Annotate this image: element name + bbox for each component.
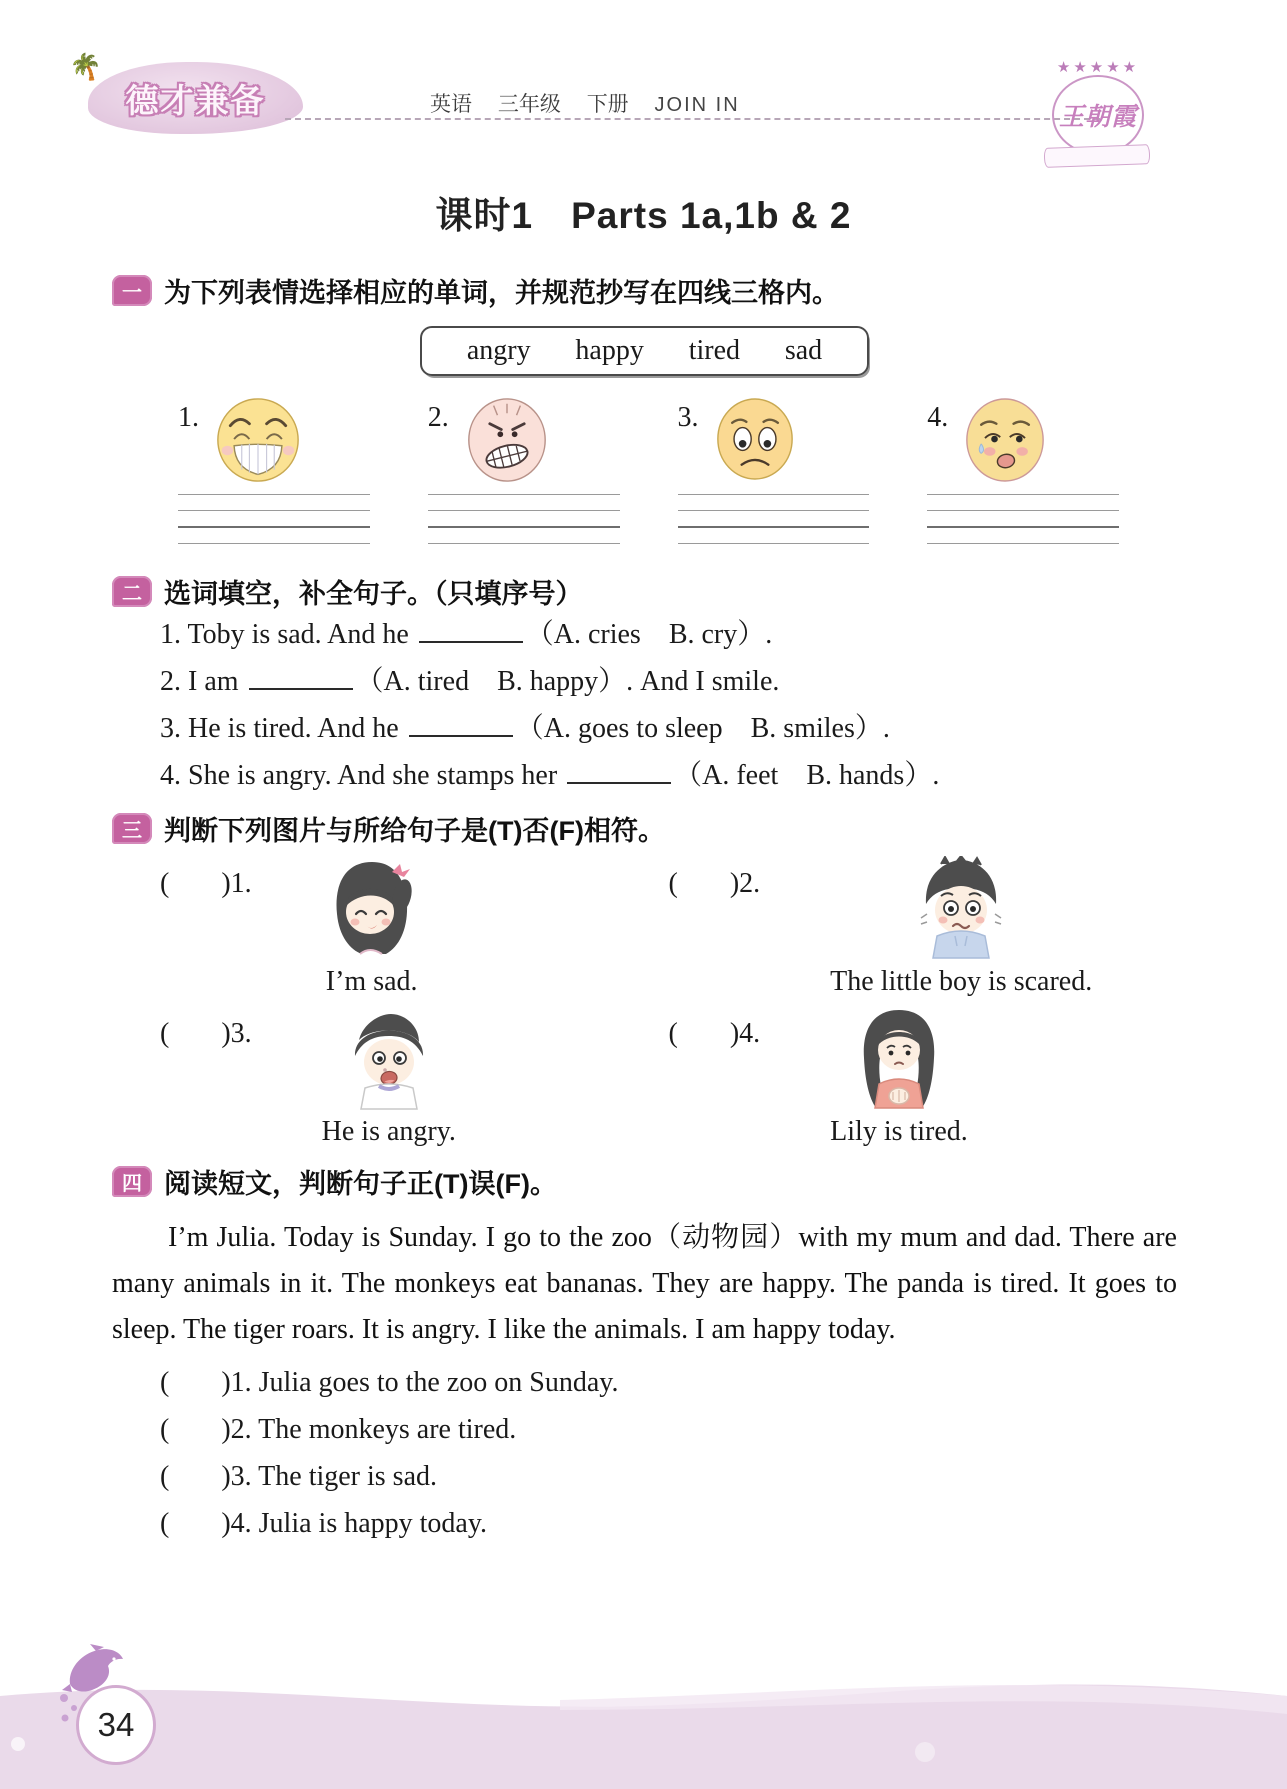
picture-judge-grid — [160, 856, 1177, 1148]
publisher-stamp — [1038, 58, 1158, 168]
boy-scared-image — [911, 856, 1011, 960]
item-number: 4. — [739, 1018, 761, 1049]
sad-worried-face-icon — [715, 396, 795, 482]
word-bank-word: angry — [466, 335, 531, 366]
item-number: 2. — [230, 1414, 252, 1445]
section-1-header — [112, 271, 1177, 310]
picture-caption: He is angry. — [321, 1116, 456, 1147]
page-number-badge — [76, 1685, 156, 1765]
page-content — [0, 271, 1287, 1547]
section-1-instruction: 为下列表情选择相应的单词，并规范抄写在四线三格内。 — [164, 278, 839, 308]
face-item-1 — [178, 396, 428, 484]
stamp-stars-icon: ★★★★★ — [1056, 59, 1140, 76]
true-false-item-1: ( )1. Julia goes to the zoo on Sunday. — [160, 1367, 619, 1398]
brand-logo — [88, 62, 303, 134]
word-bank-box — [420, 326, 869, 376]
fill-blank-item-3 — [160, 705, 1177, 752]
picture-caption: I’m sad. — [325, 966, 418, 997]
picture-judge-item-3 — [160, 1006, 669, 1148]
figure — [830, 856, 1092, 998]
face-item-2 — [428, 396, 678, 484]
answer-parentheses: ( )3. — [160, 1018, 252, 1049]
statement-text: Julia is happy today. — [258, 1508, 488, 1539]
statement-text: The monkeys are tired. — [258, 1414, 517, 1445]
section-3-header — [112, 809, 1177, 848]
grade-label: 三年级 — [497, 93, 561, 116]
section-3-instruction: 判断下列图片与所给句子是(T)否(F)相符。 — [164, 816, 665, 846]
angry-gritted-teeth-face-icon — [465, 396, 549, 484]
sentence-options: （A. goes to sleep B. smiles）. — [515, 713, 890, 744]
answer-blank — [249, 661, 353, 690]
page-footer — [0, 1674, 1287, 1789]
happy-grinning-face-icon — [215, 396, 301, 484]
header-divider — [285, 118, 1100, 120]
true-false-item-2: ( )2. The monkeys are tired. — [160, 1414, 517, 1445]
word-bank-word: happy — [575, 335, 644, 366]
item-number: 1. — [230, 1367, 252, 1398]
picture-caption: The little boy is scared. — [830, 966, 1093, 997]
stamp-ribbon — [1044, 144, 1151, 168]
series-label: JOIN IN — [654, 94, 740, 116]
section-4-badge: 四 — [112, 1166, 152, 1197]
sentence-options: （A. tired B. happy）. And I smile. — [355, 666, 780, 697]
volume-label: 下册 — [586, 93, 629, 116]
section-3-badge: 三 — [112, 813, 152, 844]
sentence-options: （A. feet B. hands）. — [674, 760, 940, 791]
boy-cheerful-image — [339, 1006, 439, 1110]
face-item-4 — [927, 396, 1177, 484]
sentence-before-blank: 4. She is angry. And she stamps her — [160, 760, 558, 791]
section-2-badge: 二 — [112, 576, 152, 607]
emoji-faces-row — [178, 396, 1177, 484]
face-number: 4. — [927, 402, 949, 433]
face-item-3 — [678, 396, 928, 484]
writing-guide-4 — [927, 494, 1119, 546]
section-2-header — [112, 572, 1177, 611]
stamp-circle — [1052, 75, 1144, 155]
writing-guide-2 — [428, 494, 620, 546]
subject-label: 英语 — [430, 93, 472, 116]
stamp-name: 王朝霞 — [1058, 103, 1137, 131]
item-number: 1. — [230, 868, 252, 899]
section-4-header — [112, 1162, 1177, 1201]
girl-smiling-image — [322, 856, 422, 960]
sentence-options: （A. cries B. cry）. — [525, 619, 773, 650]
figure — [322, 856, 422, 998]
fill-blank-item-2 — [160, 658, 1177, 705]
answer-parentheses: ( )1. — [160, 868, 252, 899]
writing-guide-3 — [678, 494, 870, 546]
writing-guides-row — [178, 494, 1177, 546]
figure — [830, 1006, 968, 1148]
page-number: 34 — [97, 1706, 135, 1743]
fill-blank-item-1 — [160, 611, 1177, 658]
fill-blank-item-4 — [160, 752, 1177, 799]
picture-judge-item-2 — [669, 856, 1178, 998]
section-4-instruction: 阅读短文，判断句子正(T)误(F)。 — [164, 1169, 557, 1199]
answer-blank — [409, 708, 513, 737]
answer-blank — [419, 614, 523, 643]
section-1-badge: 一 — [112, 275, 152, 306]
item-number: 3. — [230, 1461, 252, 1492]
brand-logo-text: 德才兼备 — [125, 81, 266, 119]
writing-guide-1 — [178, 494, 370, 546]
palm-tree-icon: 🌴 — [68, 49, 105, 85]
woman-pleading-image — [849, 1006, 949, 1110]
picture-judge-item-4 — [669, 1006, 1178, 1148]
face-number: 3. — [677, 402, 699, 433]
picture-caption: Lily is tired. — [830, 1116, 968, 1147]
reading-passage: I’m Julia. Today is Sunday. I go to the zoo（动物园）with my mum and dad. There are many animals in it. The monkeys eat bananas. They are happy. The panda is tired. It goes to sleep. The tiger roars. It is angry. I like the animals. I am happy today. — [112, 1222, 1177, 1345]
sentence-before-blank: 1. Toby is sad. And he — [160, 619, 409, 650]
footer-wave — [0, 1674, 1287, 1789]
true-false-item-3: ( )3. The tiger is sad. — [160, 1461, 437, 1492]
sentence-before-blank: 2. I am — [160, 666, 239, 697]
true-false-item-4: ( )4. Julia is happy today. — [160, 1508, 488, 1539]
page-header — [0, 0, 1287, 160]
header-book-info — [430, 88, 740, 118]
statement-text: Julia goes to the zoo on Sunday. — [258, 1367, 619, 1398]
answer-parentheses: ( )4. — [668, 1018, 761, 1049]
face-number: 1. — [178, 402, 199, 433]
word-bank-word: tired — [688, 335, 740, 366]
item-number: 3. — [230, 1018, 252, 1049]
picture-judge-item-1 — [160, 856, 669, 998]
item-number: 2. — [739, 868, 761, 899]
word-bank-word: sad — [784, 335, 823, 366]
section-2-instruction: 选词填空，补全句子。（只填序号） — [164, 579, 583, 609]
item-number: 4. — [230, 1508, 252, 1539]
statement-text: The tiger is sad. — [258, 1461, 437, 1492]
answer-blank — [567, 755, 671, 784]
sentence-before-blank: 3. He is tired. And he — [160, 713, 399, 744]
answer-parentheses: ( )2. — [668, 868, 761, 899]
face-number: 2. — [427, 402, 449, 433]
tired-crying-face-icon — [964, 396, 1046, 484]
page-title: 课时1 Parts 1a,1b & 2 — [435, 195, 852, 236]
figure — [322, 1006, 456, 1148]
